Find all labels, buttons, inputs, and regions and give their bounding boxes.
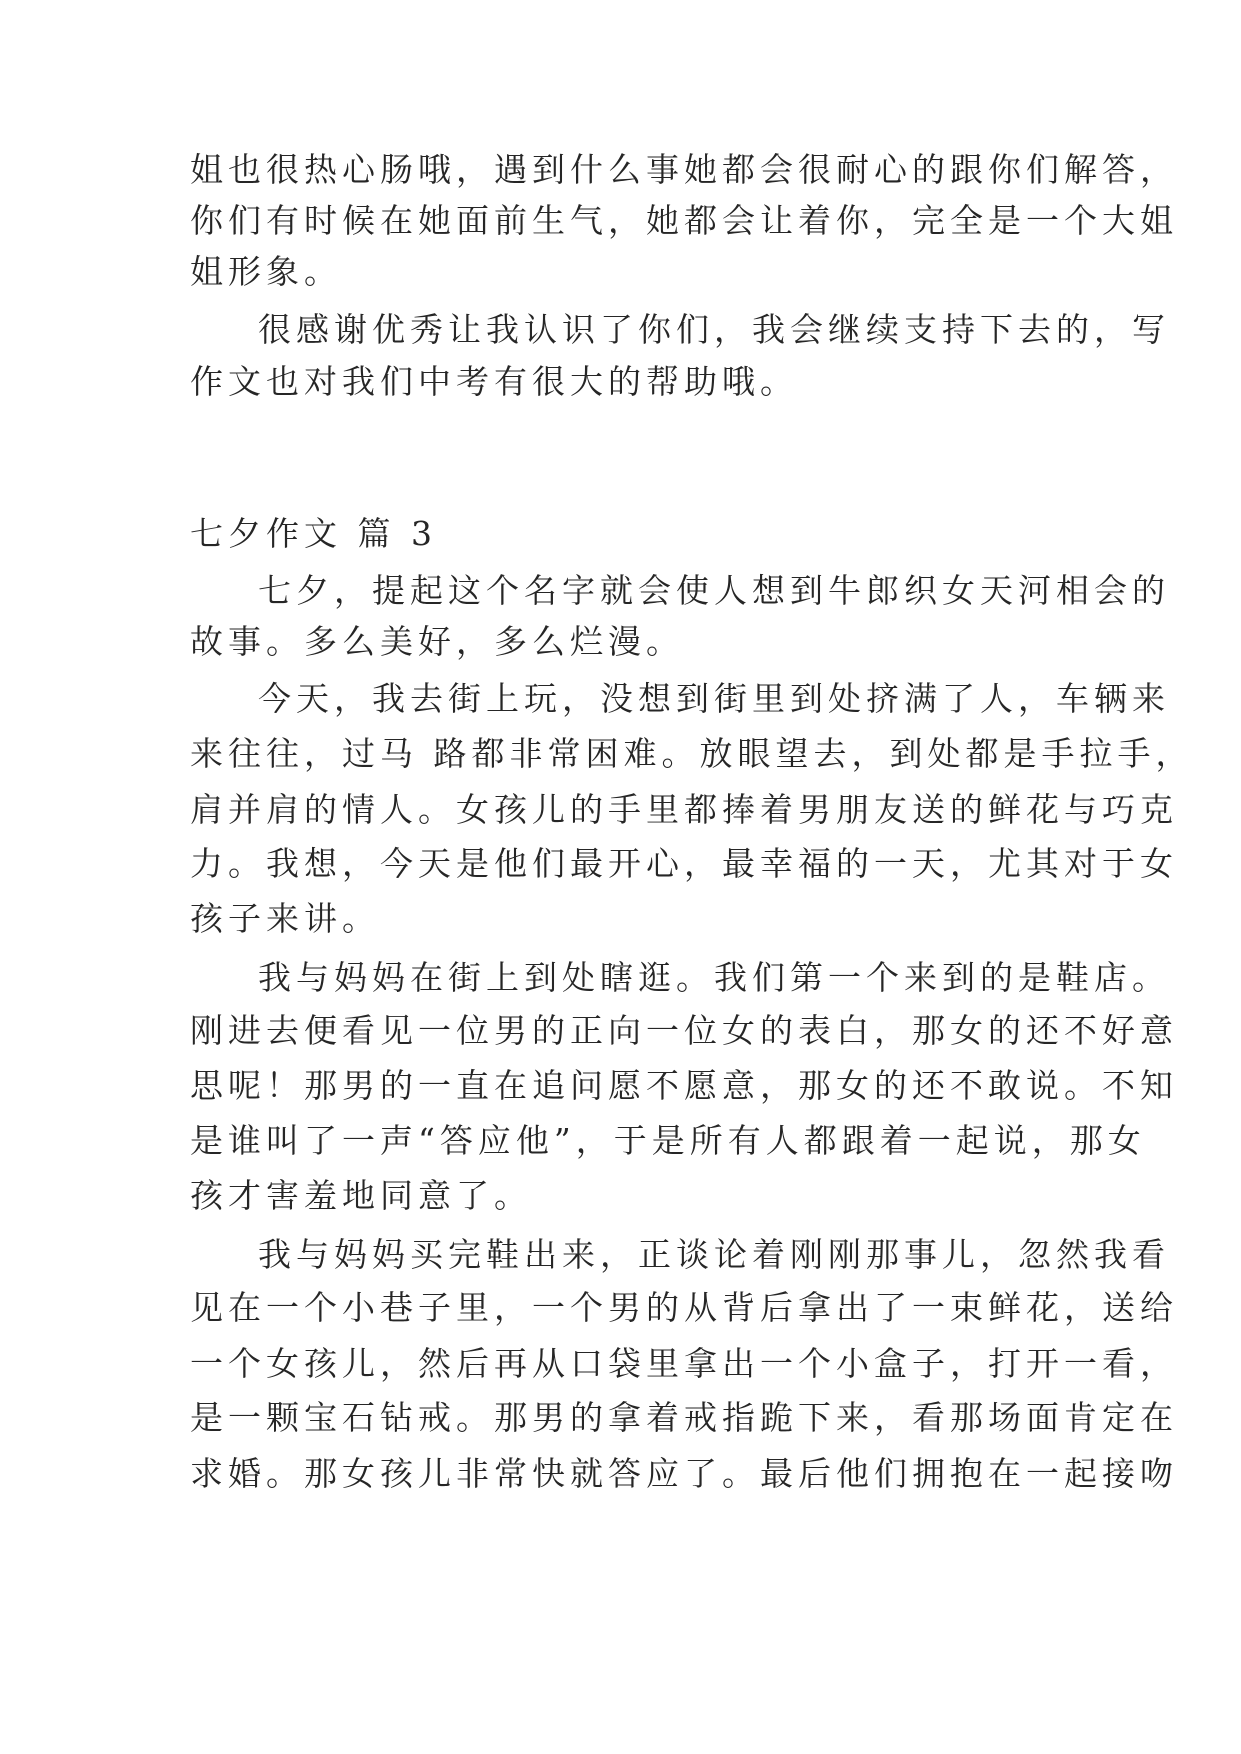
- text-line: 孩子来讲。: [190, 899, 380, 938]
- text-line: 见在一个小巷子里，一个男的从背后拿出了一束鲜花，送给: [190, 1288, 1178, 1327]
- text-line: 是一颗宝石钻戒。那男的拿着戒指跪下来，看那场面肯定在: [190, 1398, 1178, 1437]
- paragraph-first-line: 很感谢优秀让我认识了你们，我会继续支持下去的，写: [258, 310, 1170, 349]
- paragraph-first-line: 我与妈妈买完鞋出来，正谈论着刚刚那事儿，忽然我看: [258, 1235, 1170, 1274]
- paragraph-first-line: 我与妈妈在街上到处瞎逛。我们第一个来到的是鞋店。: [258, 958, 1170, 997]
- section-heading: 七夕作文 篇 3: [190, 514, 437, 553]
- text-line: 来往往，过马 路都非常困难。放眼望去，到处都是手拉手，: [190, 734, 1194, 773]
- text-line: 姐也很热心肠哦，遇到什么事她都会很耐心的跟你们解答，: [190, 150, 1178, 189]
- text-line: 刚进去便看见一位男的正向一位女的表白，那女的还不好意: [190, 1011, 1178, 1050]
- text-line: 故事。多么美好，多么烂漫。: [190, 622, 684, 661]
- text-line: 肩并肩的情人。女孩儿的手里都捧着男朋友送的鲜花与巧克: [190, 790, 1178, 829]
- text-line: 力。我想，今天是他们最开心，最幸福的一天，尤其对于女: [190, 844, 1178, 883]
- text-line: 你们有时候在她面前生气，她都会让着你，完全是一个大姐: [190, 201, 1178, 240]
- text-line: 一个女孩儿，然后再从口袋里拿出一个小盒子，打开一看，: [190, 1344, 1178, 1383]
- text-line: 孩才害羞地同意了。: [190, 1176, 532, 1215]
- paragraph-first-line: 七夕，提起这个名字就会使人想到牛郎织女天河相会的: [258, 571, 1170, 610]
- text-line: 作文也对我们中考有很大的帮助哦。: [190, 362, 798, 401]
- text-line: 求婚。那女孩儿非常快就答应了。最后他们拥抱在一起接吻: [190, 1454, 1178, 1493]
- text-line: 姐形象。: [190, 252, 342, 291]
- paragraph-first-line: 今天，我去街上玩，没想到街里到处挤满了人，车辆来: [258, 679, 1170, 718]
- text-line: 是谁叫了一声“答应他”，于是所有人都跟着一起说，那女: [190, 1121, 1146, 1160]
- text-line: 思呢！那男的一直在追问愿不愿意，那女的还不敢说。不知: [190, 1066, 1178, 1105]
